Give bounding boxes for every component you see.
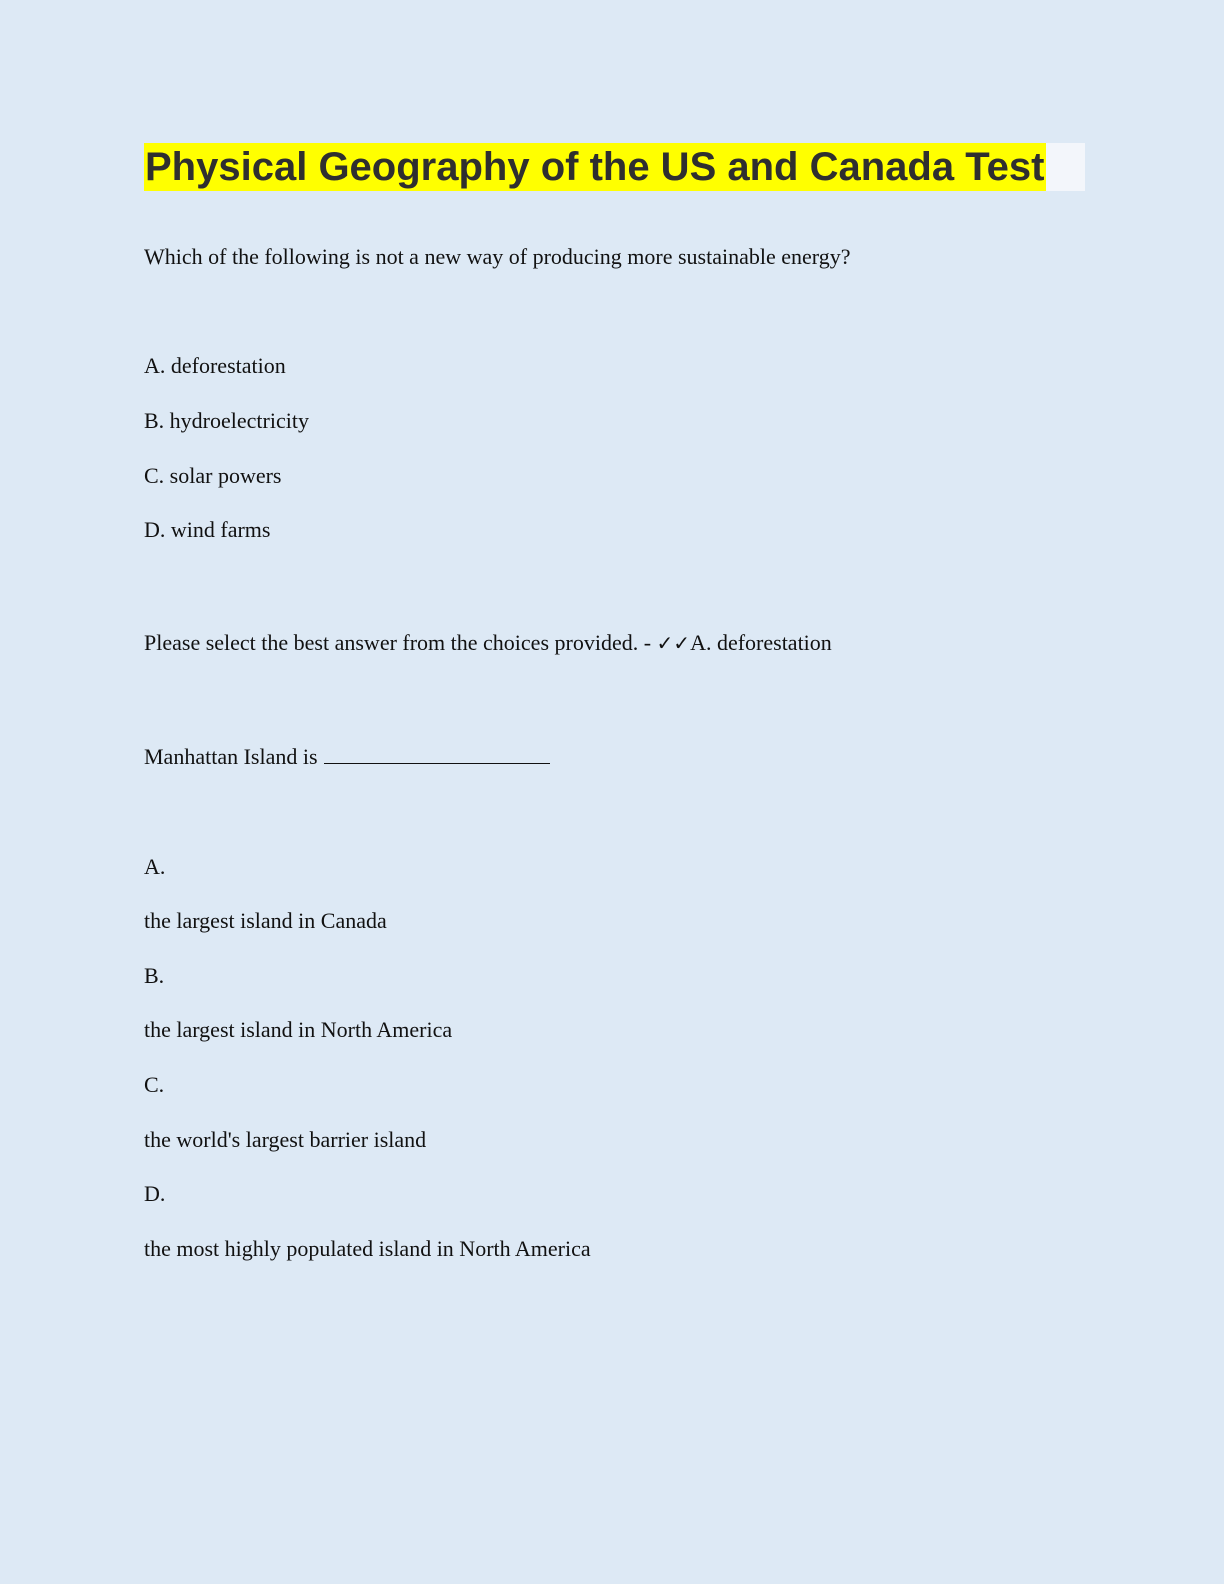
question-1-option-d: D. wind farms — [144, 517, 271, 542]
page-title: Physical Geography of the US and Canada Test — [145, 145, 1045, 189]
question-1-option-b: B. hydroelectricity — [144, 408, 309, 433]
question-2-option-d-letter: D. — [144, 1181, 166, 1206]
question-2-option-a-text: the largest island in Canada — [144, 908, 387, 933]
question-2-text — [144, 743, 550, 771]
question-2-option-a-letter: A. — [144, 854, 166, 879]
question-2-option-b-text: the largest island in North America — [144, 1017, 453, 1042]
answer-text: A. deforestation — [690, 630, 832, 655]
question-1-text: Which of the following is not a new way of producing more sustainable energy? — [144, 244, 851, 269]
question-1-option-c: C. solar powers — [144, 463, 282, 488]
question-2-option-b-letter: B. — [144, 963, 165, 988]
answer-prefix: Please select the best answer from the choices provided. - — [144, 630, 657, 655]
question-1-option-a: A. deforestation — [144, 353, 286, 378]
question-2-stem: Manhattan Island is — [144, 744, 318, 769]
double-check-icon: ✓✓ — [656, 631, 691, 655]
question-2-option-d-text: the most highly populated island in North America — [144, 1236, 591, 1261]
question-2-option-c-text: the world's largest barrier island — [144, 1127, 427, 1152]
question-2-option-c-letter: C. — [144, 1072, 165, 1097]
fill-in-blank-line — [324, 743, 550, 764]
question-1-answer — [144, 629, 832, 657]
title-background — [144, 143, 1085, 191]
